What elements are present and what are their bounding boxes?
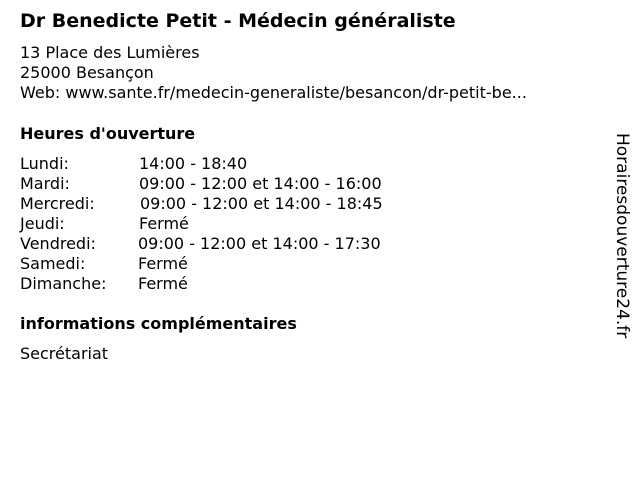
additional-info-text: Secrétariat [20,344,109,363]
day-label: Dimanche: [20,274,107,293]
day-label: Mardi: [20,174,70,193]
watermark-text: Horairesdouverture24.fr [612,133,632,339]
page-title: Dr Benedicte Petit - Médecin généraliste [20,10,456,32]
time-value: Fermé [139,214,189,233]
time-value: Fermé [138,254,188,273]
opening-hours-heading: Heures d'ouverture [20,124,196,143]
time-value: 09:00 - 12:00 et 14:00 - 16:00 [139,174,382,193]
time-value: 09:00 - 12:00 et 14:00 - 18:45 [140,194,383,213]
time-value: Fermé [138,274,188,293]
address-block [20,43,527,103]
additional-info-heading: informations complémentaires [20,314,297,333]
day-label: Lundi: [20,154,69,173]
watermark [612,133,632,345]
day-label: Samedi: [20,254,86,273]
day-label: Jeudi: [20,214,65,233]
time-value: 14:00 - 18:40 [139,154,248,173]
address-city: 25000 Besançon [20,63,154,82]
time-value: 09:00 - 12:00 et 14:00 - 17:30 [138,234,381,253]
day-label: Mercredi: [20,194,95,213]
day-label: Vendredi: [20,234,96,253]
website-link[interactable]: Web: www.sante.fr/medecin-generaliste/besancon/dr-petit-be... [20,83,527,102]
address-street: 13 Place des Lumières [20,43,200,62]
